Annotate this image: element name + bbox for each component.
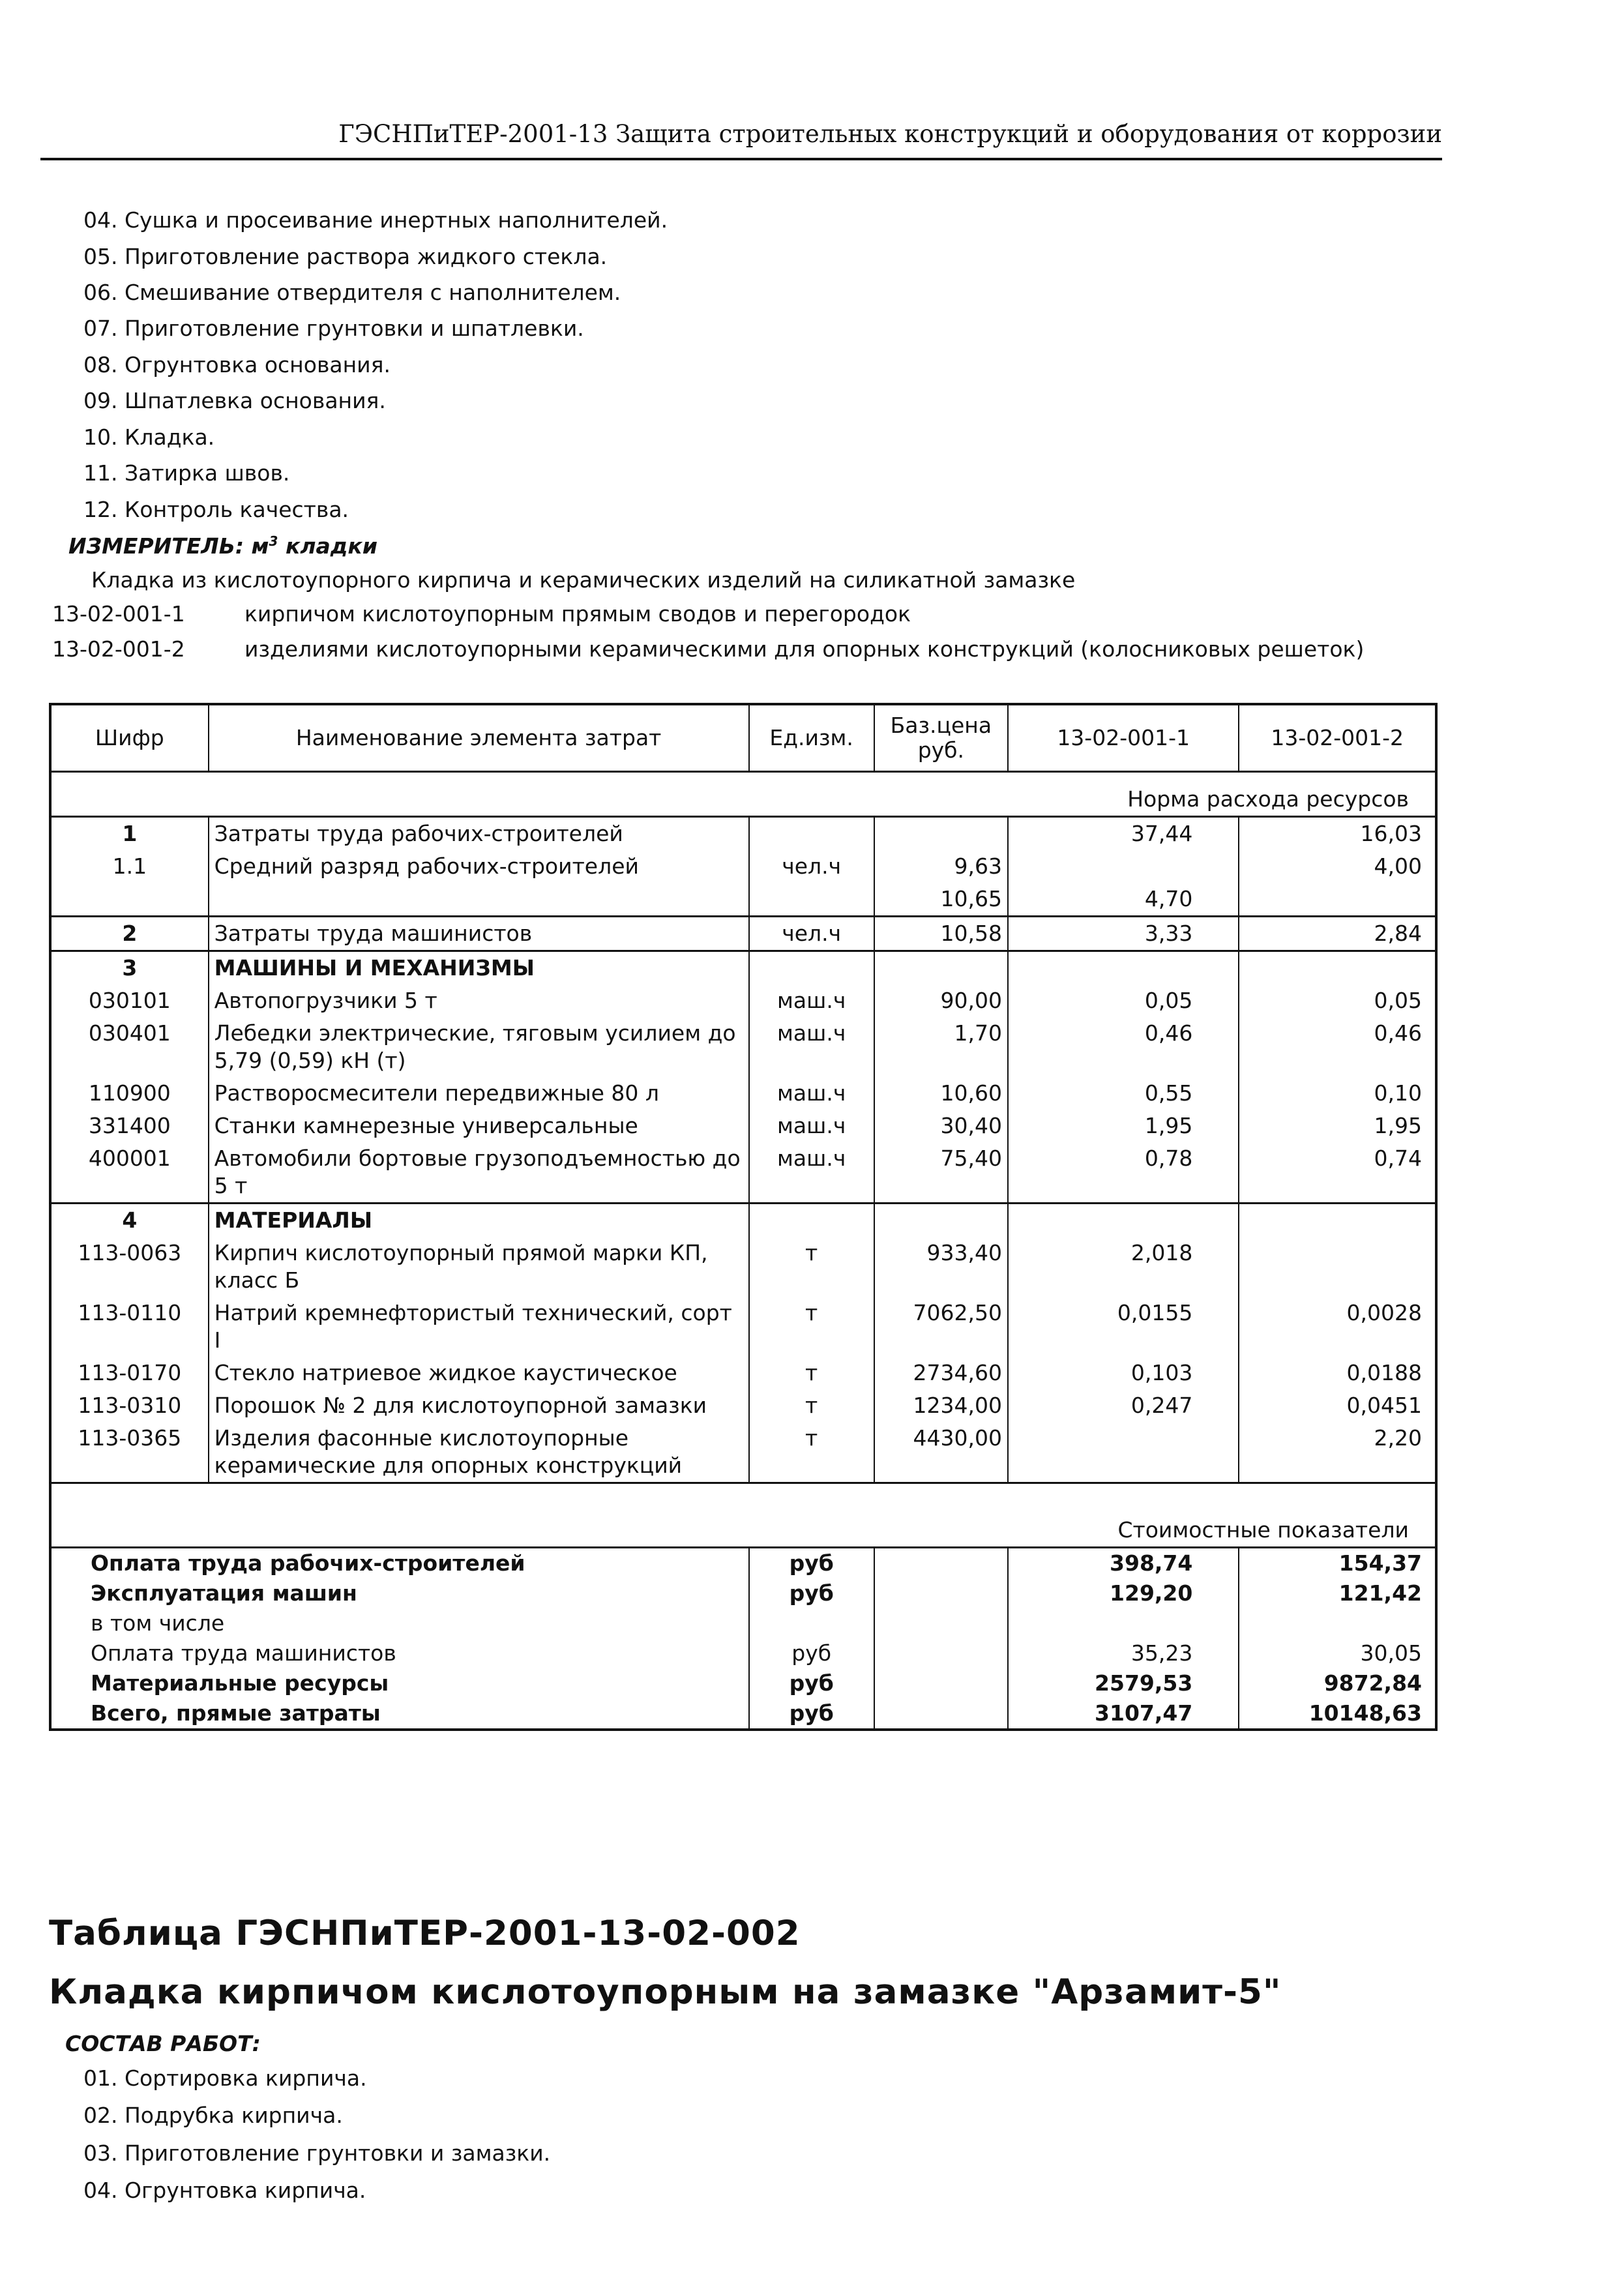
row-v2: 16,03 [1239, 817, 1436, 851]
row-unit: чел.ч [749, 850, 874, 883]
operation-item: 06. Смешивание отвердителя с наполнителем. [83, 280, 621, 305]
row-code: 1 [50, 817, 209, 851]
row-unit: т [749, 1297, 874, 1357]
row-v1: 0,05 [1008, 984, 1239, 1017]
operation-item: 09. Шпатлевка основания. [83, 388, 386, 413]
row-price: 1,70 [874, 1017, 1008, 1077]
row-unit: маш.ч [749, 1142, 874, 1204]
row-price: 30,40 [874, 1110, 1008, 1142]
row-name: Лебедки электрические, тяговым усилием до 5,79 (0,59) кН (т) [209, 1017, 749, 1077]
row-code: 2 [50, 917, 209, 951]
operation-item: 08. Огрунтовка основания. [83, 352, 391, 377]
row-v1 [1008, 951, 1239, 985]
cost-v2: 121,42 [1239, 1578, 1436, 1608]
header-v2: 13-02-001-2 [1239, 704, 1436, 772]
row-v2 [1239, 1237, 1436, 1297]
row-v2: 0,10 [1239, 1077, 1436, 1110]
cost-unit [749, 1608, 874, 1638]
operation-item: 07. Приготовление грунтовки и шпатлевки. [83, 316, 584, 341]
table-row [50, 1077, 1436, 1110]
row-v1: 1,95 [1008, 1110, 1239, 1142]
row-name: Стекло натриевое жидкое каустическое [209, 1357, 749, 1389]
row-v1: 37,44 [1008, 817, 1239, 851]
row-v1 [1008, 1422, 1239, 1483]
cost-name: в том числе [50, 1608, 749, 1638]
measure-suffix: кладки [278, 533, 377, 559]
measure-sup: 3 [269, 533, 278, 549]
table-row [50, 1389, 1436, 1422]
operation-item: 10. Кладка. [83, 424, 215, 450]
row-price: 2734,60 [874, 1357, 1008, 1389]
work-item: 02. Подрубка кирпича. [83, 2103, 343, 2128]
table-row [50, 1422, 1436, 1483]
cost-row [50, 1548, 1436, 1579]
cost-unit: руб [749, 1578, 874, 1608]
header-v1: 13-02-001-1 [1008, 704, 1239, 772]
row-code: 113-0110 [50, 1297, 209, 1357]
row-price: 10,60 [874, 1077, 1008, 1110]
code-description: изделиями кислотоупорными керамическими для опорных конструкций (колосниковых решеток) [244, 636, 1365, 662]
cost-v2: 10148,63 [1239, 1698, 1436, 1730]
row-code: 400001 [50, 1142, 209, 1204]
header-price: Баз.цена руб. [874, 704, 1008, 772]
row-price: 1234,00 [874, 1389, 1008, 1422]
row-v2: 2,84 [1239, 917, 1436, 951]
row-code: 4 [50, 1204, 209, 1237]
operation-item: 04. Сушка и просеивание инертных наполнителей. [83, 207, 668, 233]
row-code: 1.1 [50, 850, 209, 883]
table-row [50, 850, 1436, 883]
cost-price [874, 1608, 1008, 1638]
row-name: Средний разряд рабочих-строителей [209, 850, 749, 883]
row-price: 10,65 [874, 883, 1008, 917]
cost-v2: 30,05 [1239, 1638, 1436, 1668]
row-v2: 0,74 [1239, 1142, 1436, 1204]
row-v1: 3,33 [1008, 917, 1239, 951]
table-row [50, 1017, 1436, 1077]
row-v1: 0,46 [1008, 1017, 1239, 1077]
row-unit: т [749, 1237, 874, 1297]
resource-norm-table [49, 703, 1438, 1731]
table-row [50, 1110, 1436, 1142]
row-name: Кирпич кислотоупорный прямой марки КП, класс Б [209, 1237, 749, 1297]
row-unit: маш.ч [749, 1110, 874, 1142]
header-code: Шифр [50, 704, 209, 772]
cost-v1: 3107,47 [1008, 1698, 1239, 1730]
row-unit: т [749, 1357, 874, 1389]
row-v2: 0,46 [1239, 1017, 1436, 1077]
cost-label: Стоимостные показатели [50, 1483, 1436, 1548]
row-code: 113-0365 [50, 1422, 209, 1483]
row-v1 [1008, 850, 1239, 883]
row-price: 7062,50 [874, 1297, 1008, 1357]
table-subtitle: Кладка из кислотоупорного кирпича и керамических изделий на силикатной замазке [91, 567, 1076, 593]
row-v1 [1008, 1204, 1239, 1237]
norm-label-row [50, 772, 1436, 817]
cost-v2: 9872,84 [1239, 1668, 1436, 1698]
cost-v1: 129,20 [1008, 1578, 1239, 1608]
cost-v1: 35,23 [1008, 1638, 1239, 1668]
row-name: Затраты труда рабочих-строителей [209, 817, 749, 851]
operation-item: 11. Затирка швов. [83, 460, 290, 486]
row-price: 933,40 [874, 1237, 1008, 1297]
row-name: МАТЕРИАЛЫ [209, 1204, 749, 1237]
row-unit [749, 883, 874, 917]
cost-name: Эксплуатация машин [50, 1578, 749, 1608]
work-item: 01. Сортировка кирпича. [83, 2065, 367, 2091]
code-number: 13-02-001-1 [52, 601, 185, 627]
cost-unit: руб [749, 1668, 874, 1698]
cost-v1: 2579,53 [1008, 1668, 1239, 1698]
table-row [50, 1297, 1436, 1357]
operation-item: 05. Приготовление раствора жидкого стекла. [83, 244, 608, 269]
cost-v2: 154,37 [1239, 1548, 1436, 1579]
table-row [50, 1357, 1436, 1389]
code-description: кирпичом кислотоупорным прямым сводов и перегородок [244, 601, 911, 627]
row-code: 331400 [50, 1110, 209, 1142]
row-unit [749, 1204, 874, 1237]
cost-v1 [1008, 1608, 1239, 1638]
cost-row [50, 1578, 1436, 1608]
row-v2: 1,95 [1239, 1110, 1436, 1142]
cost-unit: руб [749, 1638, 874, 1668]
cost-price [874, 1698, 1008, 1730]
row-unit: т [749, 1422, 874, 1483]
row-v2: 0,0188 [1239, 1357, 1436, 1389]
cost-row [50, 1638, 1436, 1668]
table-row [50, 951, 1436, 985]
header-title: ГЭСНПиТЕР-2001-13 Защита строительных конструкций и оборудования от коррозии [338, 120, 1442, 148]
row-name: Растворосмесители передвижные 80 л [209, 1077, 749, 1110]
row-name: Натрий кремнефтористый технический, сорт I [209, 1297, 749, 1357]
row-name [209, 883, 749, 917]
cost-name: Оплата труда рабочих-строителей [50, 1548, 749, 1579]
cost-v1: 398,74 [1008, 1548, 1239, 1579]
row-v2 [1239, 951, 1436, 985]
row-unit: маш.ч [749, 1017, 874, 1077]
cost-name: Материальные ресурсы [50, 1668, 749, 1698]
row-v1: 4,70 [1008, 883, 1239, 917]
cost-row [50, 1698, 1436, 1730]
row-code: 3 [50, 951, 209, 985]
cost-price [874, 1578, 1008, 1608]
row-name: Автопогрузчики 5 т [209, 984, 749, 1017]
table-row [50, 883, 1436, 917]
table-row [50, 817, 1436, 851]
row-v1: 0,247 [1008, 1389, 1239, 1422]
row-price [874, 1204, 1008, 1237]
cost-row [50, 1608, 1436, 1638]
cost-label-row [50, 1483, 1436, 1548]
work-item: 03. Приготовление грунтовки и замазки. [83, 2140, 551, 2166]
row-v2: 0,0028 [1239, 1297, 1436, 1357]
row-code: 110900 [50, 1077, 209, 1110]
row-name: Изделия фасонные кислотоупорные керамические для опорных конструкций [209, 1422, 749, 1483]
operation-item: 12. Контроль качества. [83, 497, 349, 522]
row-v2: 0,0451 [1239, 1389, 1436, 1422]
row-v2: 2,20 [1239, 1422, 1436, 1483]
row-code: 113-0063 [50, 1237, 209, 1297]
row-name: Станки камнерезные универсальные [209, 1110, 749, 1142]
works-label: СОСТАВ РАБОТ: [65, 2031, 261, 2056]
table-header-row [50, 704, 1436, 772]
cost-name: Всего, прямые затраты [50, 1698, 749, 1730]
cost-price [874, 1668, 1008, 1698]
row-v1: 0,0155 [1008, 1297, 1239, 1357]
row-v1: 0,55 [1008, 1077, 1239, 1110]
row-code: 113-0310 [50, 1389, 209, 1422]
row-price [874, 951, 1008, 985]
row-unit: маш.ч [749, 984, 874, 1017]
norm-label: Норма расхода ресурсов [50, 772, 1436, 817]
row-code [50, 883, 209, 917]
row-code: 030401 [50, 1017, 209, 1077]
header-name: Наименование элемента затрат [209, 704, 749, 772]
row-v1: 0,103 [1008, 1357, 1239, 1389]
row-price [874, 817, 1008, 851]
page-header [40, 117, 1442, 160]
cost-unit: руб [749, 1548, 874, 1579]
row-price: 10,58 [874, 917, 1008, 951]
header-unit: Ед.изм. [749, 704, 874, 772]
table-row [50, 1204, 1436, 1237]
row-code: 030101 [50, 984, 209, 1017]
table-row [50, 1237, 1436, 1297]
cost-price [874, 1548, 1008, 1579]
row-price: 9,63 [874, 850, 1008, 883]
next-table-title: Таблица ГЭСНПиТЕР-2001-13-02-002 [49, 1914, 801, 1953]
measure-unit [68, 533, 377, 559]
cost-v2 [1239, 1608, 1436, 1638]
cost-name: Оплата труда машинистов [50, 1638, 749, 1668]
code-number: 13-02-001-2 [52, 636, 185, 662]
row-name: Автомобили бортовые грузоподъемностью до 5 т [209, 1142, 749, 1204]
row-v2 [1239, 1204, 1436, 1237]
next-table-subtitle: Кладка кирпичом кислотоупорным на замазке "Арзамит-5" [49, 1972, 1282, 2012]
cost-price [874, 1638, 1008, 1668]
row-code: 113-0170 [50, 1357, 209, 1389]
cost-unit: руб [749, 1698, 874, 1730]
measure-label: ИЗМЕРИТЕЛЬ: м [68, 533, 269, 559]
cost-row [50, 1668, 1436, 1698]
row-v2 [1239, 883, 1436, 917]
row-v2: 0,05 [1239, 984, 1436, 1017]
row-name: МАШИНЫ И МЕХАНИЗМЫ [209, 951, 749, 985]
row-unit: т [749, 1389, 874, 1422]
table-row [50, 984, 1436, 1017]
row-v1: 0,78 [1008, 1142, 1239, 1204]
row-v1: 2,018 [1008, 1237, 1239, 1297]
row-unit [749, 951, 874, 985]
table-row [50, 917, 1436, 951]
row-unit: маш.ч [749, 1077, 874, 1110]
row-unit [749, 817, 874, 851]
work-item: 04. Огрунтовка кирпича. [83, 2178, 366, 2203]
row-name: Порошок № 2 для кислотоупорной замазки [209, 1389, 749, 1422]
row-price: 4430,00 [874, 1422, 1008, 1483]
row-name: Затраты труда машинистов [209, 917, 749, 951]
row-price: 90,00 [874, 984, 1008, 1017]
row-unit: чел.ч [749, 917, 874, 951]
table-row [50, 1142, 1436, 1204]
row-v2: 4,00 [1239, 850, 1436, 883]
row-price: 75,40 [874, 1142, 1008, 1204]
